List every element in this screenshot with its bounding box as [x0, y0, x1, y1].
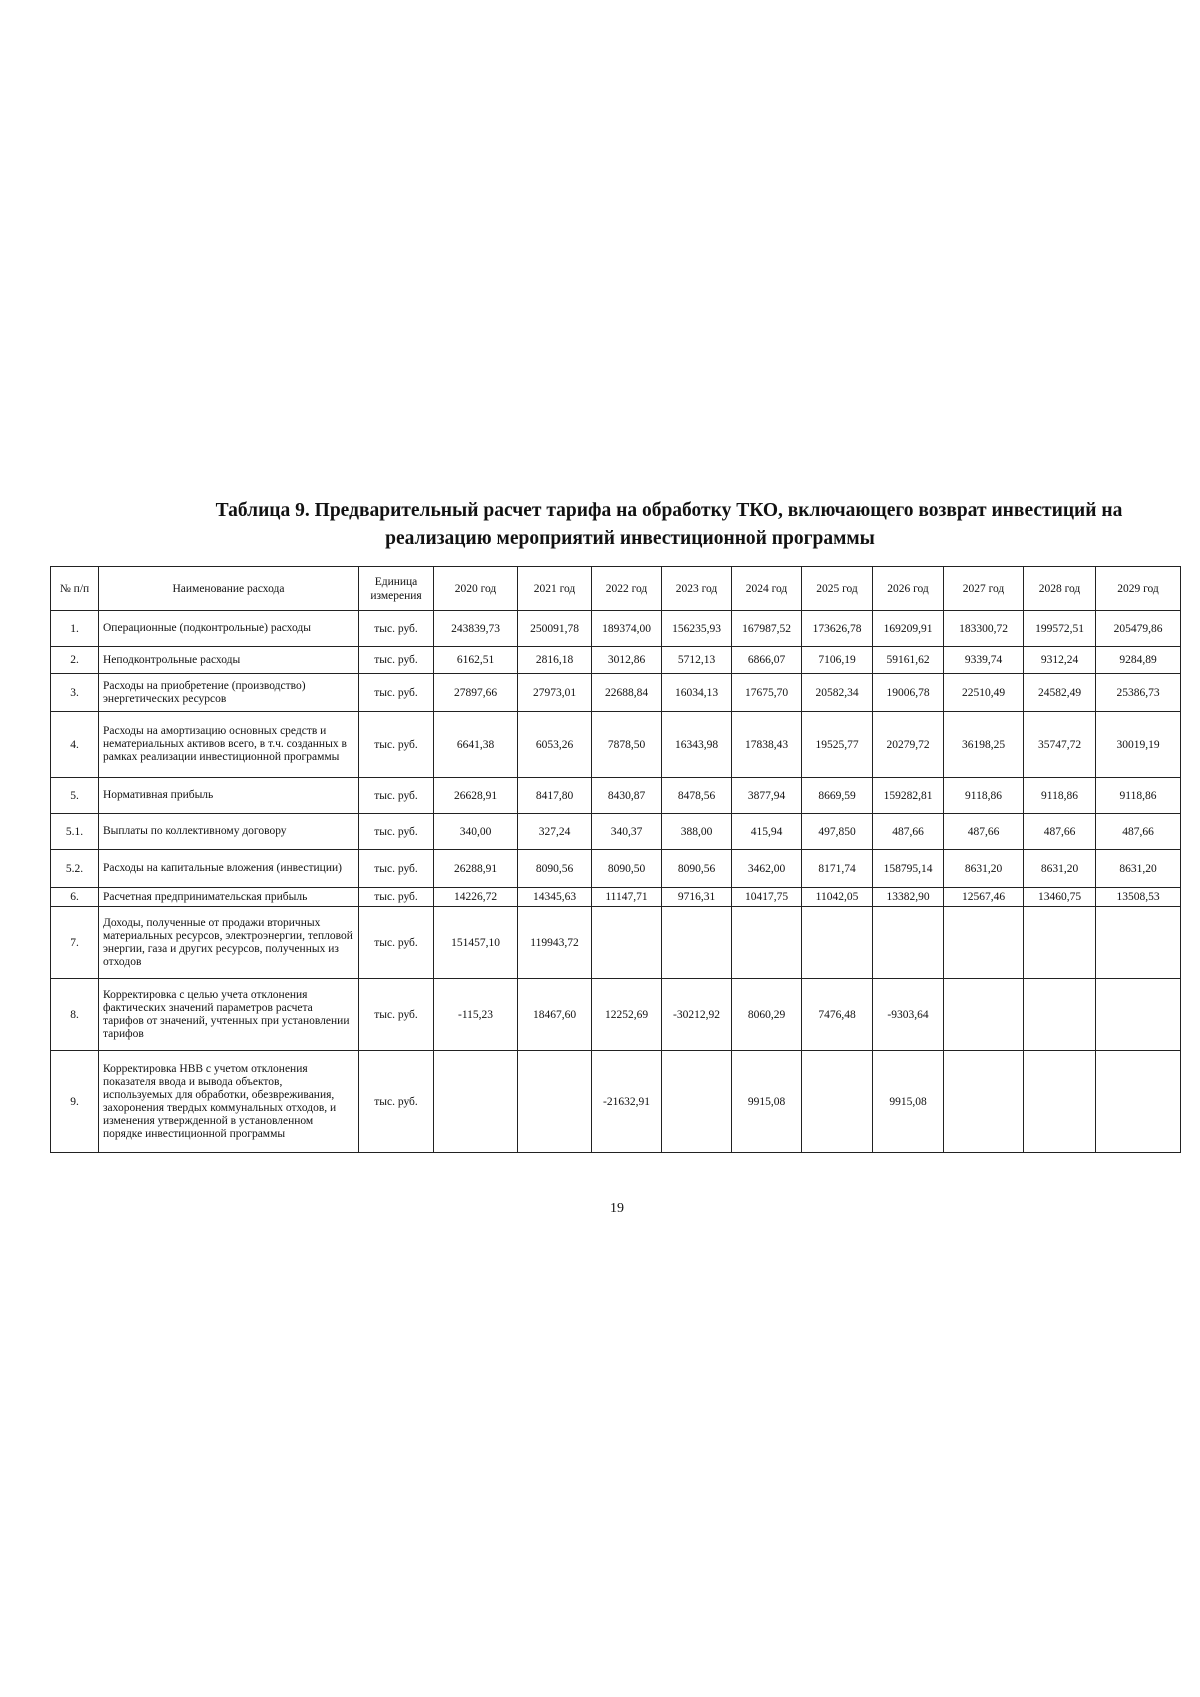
unit-of-measure: тыс. руб.: [359, 979, 434, 1051]
row-number: 5.2.: [51, 850, 99, 888]
expense-name: Расходы на приобретение (производство) энергетических ресурсов: [99, 674, 359, 712]
year-value-cell: 22688,84: [592, 674, 662, 712]
year-value-cell: [1024, 907, 1096, 979]
row-number: 3.: [51, 674, 99, 712]
year-value-cell: 199572,51: [1024, 611, 1096, 647]
expense-name: Доходы, полученные от продажи вторичных материальных ресурсов, электроэнергии, тепловой энергии, газа и других ресурсов, полученных из отходов: [99, 907, 359, 979]
year-value-cell: 12567,46: [944, 888, 1024, 907]
header-year-2026: 2026 год: [873, 567, 944, 611]
unit-of-measure: тыс. руб.: [359, 647, 434, 674]
table-row: [51, 778, 1181, 814]
row-number: 2.: [51, 647, 99, 674]
header-year-2028: 2028 год: [1024, 567, 1096, 611]
table-row: [51, 647, 1181, 674]
year-value-cell: [1096, 907, 1181, 979]
row-number: 8.: [51, 979, 99, 1051]
expense-name: Расходы на амортизацию основных средств и нематериальных активов всего, в т.ч. созданных в рамках реализации инвестиционной программы: [99, 712, 359, 778]
year-value-cell: 9312,24: [1024, 647, 1096, 674]
year-value-cell: 205479,86: [1096, 611, 1181, 647]
unit-of-measure: тыс. руб.: [359, 712, 434, 778]
year-value-cell: 6866,07: [732, 647, 802, 674]
year-value-cell: 8478,56: [662, 778, 732, 814]
year-value-cell: 25386,73: [1096, 674, 1181, 712]
unit-of-measure: тыс. руб.: [359, 907, 434, 979]
year-value-cell: 183300,72: [944, 611, 1024, 647]
table-row: [51, 888, 1181, 907]
table-title-line-2: реализацию мероприятий инвестиционной программы: [385, 528, 875, 549]
unit-of-measure: тыс. руб.: [359, 674, 434, 712]
year-value-cell: -21632,91: [592, 1051, 662, 1153]
year-value-cell: 17838,43: [732, 712, 802, 778]
year-value-cell: 7476,48: [802, 979, 873, 1051]
header-unit: Единица измерения: [359, 567, 434, 611]
year-value-cell: -115,23: [434, 979, 518, 1051]
year-value-cell: 16034,13: [662, 674, 732, 712]
year-value-cell: 388,00: [662, 814, 732, 850]
year-value-cell: 2816,18: [518, 647, 592, 674]
year-value-cell: 8430,87: [592, 778, 662, 814]
header-num: № п/п: [51, 567, 99, 611]
year-value-cell: 8631,20: [1096, 850, 1181, 888]
table-row: [51, 907, 1181, 979]
row-number: 1.: [51, 611, 99, 647]
header-year-2020: 2020 год: [434, 567, 518, 611]
year-value-cell: 11042,05: [802, 888, 873, 907]
unit-of-measure: тыс. руб.: [359, 888, 434, 907]
table-row: [51, 979, 1181, 1051]
year-value-cell: 35747,72: [1024, 712, 1096, 778]
header-year-2022: 2022 год: [592, 567, 662, 611]
year-value-cell: 487,66: [1024, 814, 1096, 850]
year-value-cell: 9716,31: [662, 888, 732, 907]
year-value-cell: 18467,60: [518, 979, 592, 1051]
year-value-cell: 12252,69: [592, 979, 662, 1051]
year-value-cell: 59161,62: [873, 647, 944, 674]
year-value-cell: 487,66: [873, 814, 944, 850]
year-value-cell: 26288,91: [434, 850, 518, 888]
year-value-cell: 9915,08: [873, 1051, 944, 1153]
year-value-cell: 27973,01: [518, 674, 592, 712]
table-title-line-1: Таблица 9. Предварительный расчет тарифа на обработку ТКО, включающего возврат инвестиций на: [215, 500, 1123, 521]
year-value-cell: 8417,80: [518, 778, 592, 814]
year-value-cell: 14226,72: [434, 888, 518, 907]
year-value-cell: 6053,26: [518, 712, 592, 778]
year-value-cell: [1024, 979, 1096, 1051]
table-title: [60, 497, 1200, 553]
year-value-cell: [434, 1051, 518, 1153]
year-value-cell: 8090,56: [662, 850, 732, 888]
year-value-cell: 169209,91: [873, 611, 944, 647]
year-value-cell: 497,850: [802, 814, 873, 850]
year-value-cell: 189374,00: [592, 611, 662, 647]
year-value-cell: [944, 979, 1024, 1051]
year-value-cell: [592, 907, 662, 979]
year-value-cell: 340,00: [434, 814, 518, 850]
year-value-cell: 487,66: [1096, 814, 1181, 850]
year-value-cell: [944, 1051, 1024, 1153]
year-value-cell: 22510,49: [944, 674, 1024, 712]
year-value-cell: 7106,19: [802, 647, 873, 674]
year-value-cell: 327,24: [518, 814, 592, 850]
year-value-cell: 340,37: [592, 814, 662, 850]
table-body: [51, 611, 1181, 1153]
year-value-cell: [1096, 979, 1181, 1051]
header-name: Наименование расхода: [99, 567, 359, 611]
year-value-cell: 20582,34: [802, 674, 873, 712]
year-value-cell: 3877,94: [732, 778, 802, 814]
year-value-cell: 415,94: [732, 814, 802, 850]
row-number: 9.: [51, 1051, 99, 1153]
year-value-cell: 9284,89: [1096, 647, 1181, 674]
year-value-cell: 158795,14: [873, 850, 944, 888]
page-number: 19: [610, 1201, 624, 1216]
year-value-cell: 16343,98: [662, 712, 732, 778]
year-value-cell: 243839,73: [434, 611, 518, 647]
year-value-cell: 9118,86: [1024, 778, 1096, 814]
year-value-cell: 5712,13: [662, 647, 732, 674]
year-value-cell: -30212,92: [662, 979, 732, 1051]
expense-name: Корректировка НВВ с учетом отклонения показателя ввода и вывода объектов, используемых для обработки, обезвреживания, захоронения твердых коммунальных отходов, и изменения утвержденной в установленном порядке инвестиционной программы: [99, 1051, 359, 1153]
expense-name: Операционные (подконтрольные) расходы: [99, 611, 359, 647]
year-value-cell: 14345,63: [518, 888, 592, 907]
row-number: 5.1.: [51, 814, 99, 850]
header-year-2021: 2021 год: [518, 567, 592, 611]
row-number: 4.: [51, 712, 99, 778]
year-value-cell: [802, 1051, 873, 1153]
year-value-cell: [518, 1051, 592, 1153]
unit-of-measure: тыс. руб.: [359, 850, 434, 888]
year-value-cell: 30019,19: [1096, 712, 1181, 778]
year-value-cell: 11147,71: [592, 888, 662, 907]
unit-of-measure: тыс. руб.: [359, 1051, 434, 1153]
table-header-row: [51, 567, 1181, 611]
year-value-cell: 9118,86: [1096, 778, 1181, 814]
year-value-cell: 8631,20: [1024, 850, 1096, 888]
year-value-cell: 487,66: [944, 814, 1024, 850]
year-value-cell: [873, 907, 944, 979]
table-row: [51, 712, 1181, 778]
year-value-cell: [732, 907, 802, 979]
year-value-cell: 167987,52: [732, 611, 802, 647]
row-number: 7.: [51, 907, 99, 979]
year-value-cell: 173626,78: [802, 611, 873, 647]
row-number: 5.: [51, 778, 99, 814]
year-value-cell: 8090,56: [518, 850, 592, 888]
year-value-cell: -9303,64: [873, 979, 944, 1051]
expense-name: Выплаты по коллективному договору: [99, 814, 359, 850]
table-row: [51, 611, 1181, 647]
year-value-cell: 13382,90: [873, 888, 944, 907]
expense-name: Неподконтрольные расходы: [99, 647, 359, 674]
table-row: [51, 674, 1181, 712]
year-value-cell: [1096, 1051, 1181, 1153]
year-value-cell: 26628,91: [434, 778, 518, 814]
expense-name: Расходы на капитальные вложения (инвестиции): [99, 850, 359, 888]
table-row: [51, 1051, 1181, 1153]
year-value-cell: [662, 907, 732, 979]
header-year-2024: 2024 год: [732, 567, 802, 611]
unit-of-measure: тыс. руб.: [359, 611, 434, 647]
year-value-cell: 7878,50: [592, 712, 662, 778]
year-value-cell: 24582,49: [1024, 674, 1096, 712]
expense-name: Корректировка с целью учета отклонения фактических значений параметров расчета тарифов от значений, учтенных при установлении тарифов: [99, 979, 359, 1051]
expense-name: Нормативная прибыль: [99, 778, 359, 814]
header-year-2027: 2027 год: [944, 567, 1024, 611]
year-value-cell: 8060,29: [732, 979, 802, 1051]
year-value-cell: 8171,74: [802, 850, 873, 888]
header-year-2023: 2023 год: [662, 567, 732, 611]
year-value-cell: 3012,86: [592, 647, 662, 674]
year-value-cell: [662, 1051, 732, 1153]
year-value-cell: 13460,75: [1024, 888, 1096, 907]
year-value-cell: 159282,81: [873, 778, 944, 814]
year-value-cell: 8631,20: [944, 850, 1024, 888]
year-value-cell: [802, 907, 873, 979]
row-number: 6.: [51, 888, 99, 907]
header-year-2025: 2025 год: [802, 567, 873, 611]
year-value-cell: 27897,66: [434, 674, 518, 712]
table-row: [51, 814, 1181, 850]
year-value-cell: 8669,59: [802, 778, 873, 814]
year-value-cell: 6162,51: [434, 647, 518, 674]
year-value-cell: 3462,00: [732, 850, 802, 888]
year-value-cell: 10417,75: [732, 888, 802, 907]
expense-name: Расчетная предпринимательская прибыль: [99, 888, 359, 907]
year-value-cell: 19006,78: [873, 674, 944, 712]
year-value-cell: [944, 907, 1024, 979]
table-row: [51, 850, 1181, 888]
year-value-cell: 9915,08: [732, 1051, 802, 1153]
year-value-cell: 19525,77: [802, 712, 873, 778]
year-value-cell: 9339,74: [944, 647, 1024, 674]
year-value-cell: 13508,53: [1096, 888, 1181, 907]
year-value-cell: 151457,10: [434, 907, 518, 979]
unit-of-measure: тыс. руб.: [359, 778, 434, 814]
tariff-table: [50, 566, 1181, 1153]
year-value-cell: 119943,72: [518, 907, 592, 979]
year-value-cell: 156235,93: [662, 611, 732, 647]
year-value-cell: 36198,25: [944, 712, 1024, 778]
unit-of-measure: тыс. руб.: [359, 814, 434, 850]
year-value-cell: 17675,70: [732, 674, 802, 712]
year-value-cell: 250091,78: [518, 611, 592, 647]
year-value-cell: 20279,72: [873, 712, 944, 778]
year-value-cell: [1024, 1051, 1096, 1153]
header-year-2029: 2029 год: [1096, 567, 1181, 611]
year-value-cell: 9118,86: [944, 778, 1024, 814]
year-value-cell: 6641,38: [434, 712, 518, 778]
year-value-cell: 8090,50: [592, 850, 662, 888]
